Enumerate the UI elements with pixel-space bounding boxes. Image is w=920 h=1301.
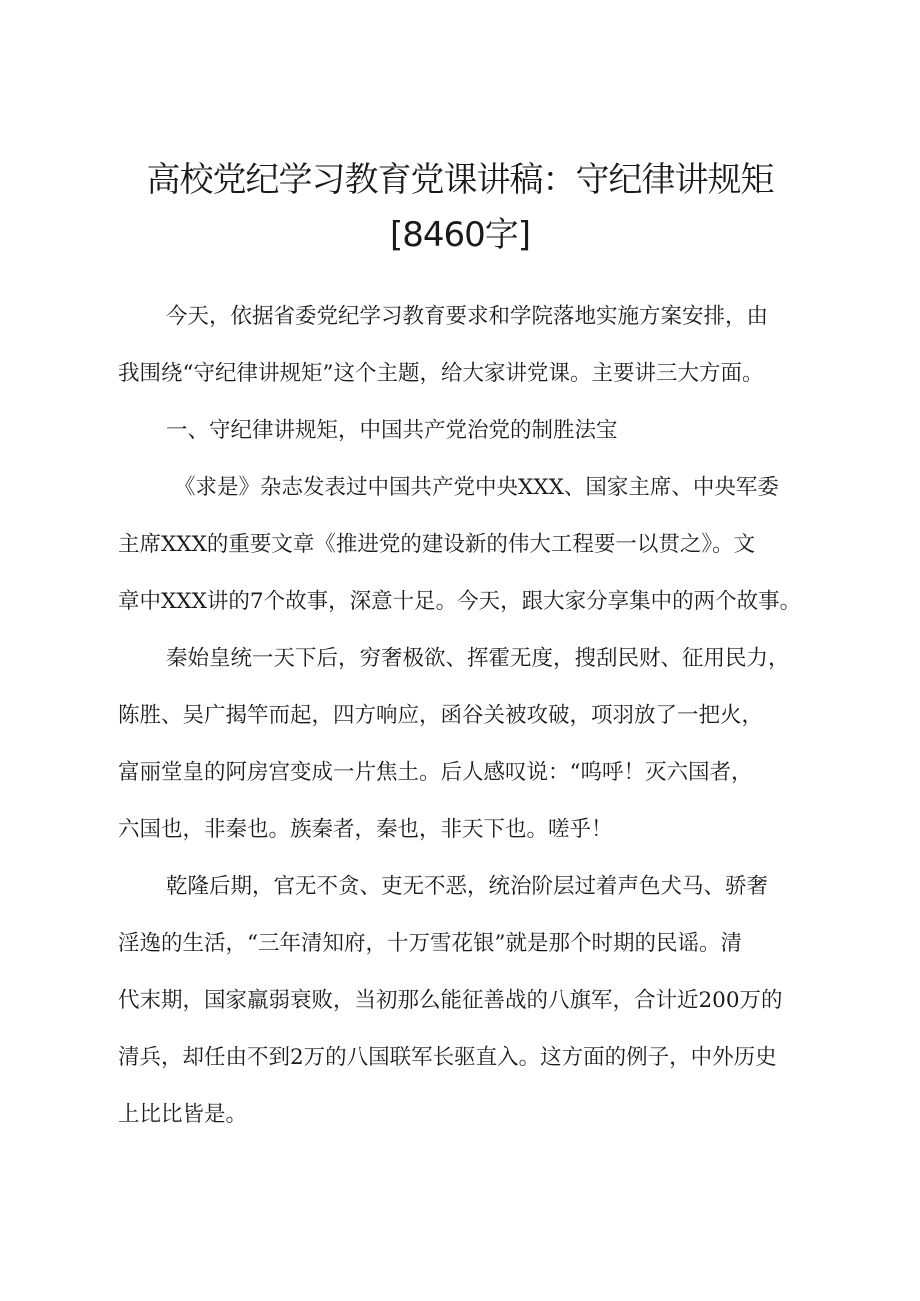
paragraph-line: 《求是》杂志发表过中国共产党中央XXX、国家主席、中央军委 <box>174 475 779 500</box>
qin-paragraph <box>118 630 818 858</box>
document-title: 高校党纪学习教育党课讲稿：守纪律讲规矩 <box>146 160 774 200</box>
document-title-wordcount: [8460字] <box>389 215 531 255</box>
paragraph-line: 富丽堂皇的阿房宫变成一片焦土。后人感叹说：“呜呼！灭六国者， <box>118 760 753 785</box>
paragraph-line: 乾隆后期，官无不贪、吏无不恶，统治阶层过着声色犬马、骄奢 <box>166 874 769 899</box>
paragraph-line: 淫逸的生活，“三年清知府，十万雪花银”就是那个时期的民谣。清 <box>118 931 742 956</box>
paragraph-line: 秦始皇统一天下后，穷奢极欲、挥霍无度，搜刮民财、征用民力， <box>166 646 790 671</box>
qianlong-paragraph <box>118 858 818 1143</box>
paragraph-line: 章中XXX讲的7个故事，深意十足。今天，跟大家分享集中的两个故事。 <box>118 589 802 614</box>
paragraph-line: 代末期，国家羸弱衰败，当初那么能征善战的八旗军，合计近200万的 <box>118 988 783 1013</box>
intro-line: 我围绕“守纪律讲规矩”这个主题，给大家讲党课。主要讲三大方面。 <box>118 361 764 386</box>
section-heading <box>118 402 818 459</box>
paragraph-line: 六国也，非秦也。族秦者，秦也，非天下也。嗟乎！ <box>118 817 613 842</box>
paragraph-line: 主席XXX的重要文章《推进党的建设新的伟大工程要一以贯之》。文 <box>118 532 756 557</box>
intro-line: 今天，依据省委党纪学习教育要求和学院落地实施方案安排，由 <box>166 304 769 329</box>
intro-paragraph <box>118 288 818 402</box>
paragraph-line: 陈胜、吴广揭竿而起，四方响应，函谷关被攻破，项羽放了一把火， <box>118 703 764 728</box>
paragraph-line: 清兵，却任由不到2万的八国联军长驱直入。这方面的例子，中外历史 <box>118 1045 777 1070</box>
qiushi-paragraph <box>118 459 818 630</box>
section-heading-text: 一、守纪律讲规矩，中国共产党治党的制胜法宝 <box>166 418 618 443</box>
paragraph-line: 上比比皆是。 <box>118 1102 248 1127</box>
